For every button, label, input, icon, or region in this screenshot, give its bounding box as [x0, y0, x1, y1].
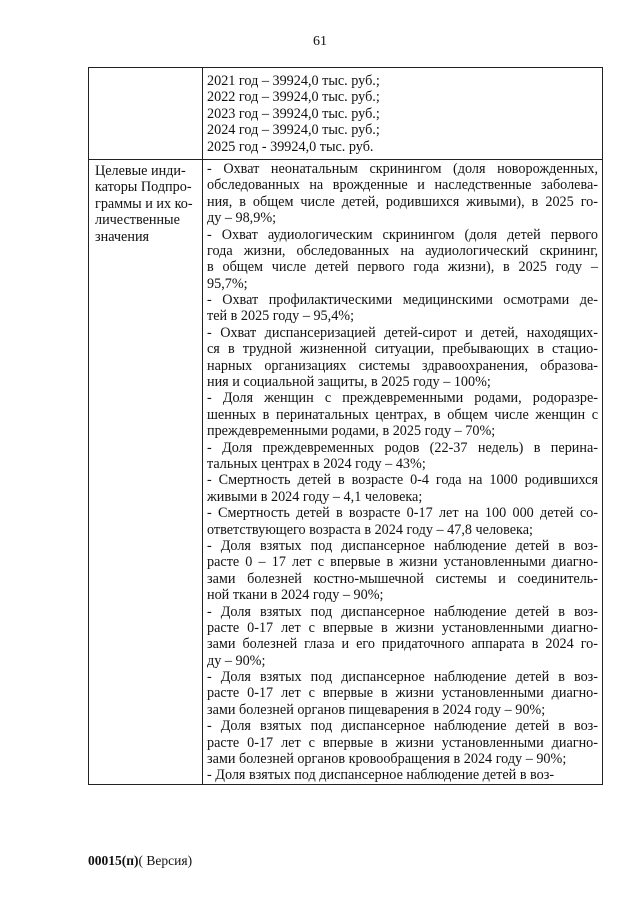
funding-row [89, 68, 603, 160]
indicator-lines [207, 160, 598, 784]
indicators-label [95, 163, 198, 245]
indicator-line: обследованных на врожденные и наследственные заболева- [207, 177, 598, 194]
indicator-line: - Доля женщин с преждевременными родами, родоразре- [207, 390, 598, 407]
indicator-line: зами болезней органов кровообращения в 2024 году – 90%; [207, 751, 567, 768]
indicator-line: расте 0 – 17 лет с впервые в жизни установленными диагно- [207, 554, 598, 571]
indicator-line: - Охват диспансеризацией детей-сирот и детей, находящих- [207, 324, 598, 341]
indicator-line: зами болезней органов пищеварения в 2024 году – 90%; [207, 701, 546, 718]
indicator-line: шенных в перинатальных центрах, в общем числе женщин с [207, 406, 598, 423]
indicator-line: - Доля взятых под диспансерное наблюдение детей в воз- [207, 718, 598, 735]
page-number: 61 [313, 34, 327, 49]
footer [88, 853, 192, 869]
indicator-line: тей в 2025 году – 95,4%; [207, 308, 355, 325]
indicator-line: зами болезней костно-мышечной системы и соединитель- [207, 570, 598, 587]
budget-lines [207, 68, 598, 159]
label-line: граммы и их ко- [95, 195, 193, 212]
indicator-line: ся в трудной жизненной ситуации, пребывающих в стацио- [207, 341, 598, 358]
indicator-line: нарных организациях системы здравоохранения, образова- [207, 357, 598, 374]
indicator-line: преждевременными родами, в 2025 году – 70%; [207, 423, 496, 440]
label-line: каторы Подпро- [95, 179, 192, 196]
indicators-content-cell [203, 159, 603, 784]
funding-label-cell [89, 68, 203, 160]
label-line: значения [95, 228, 150, 245]
budget-line: 2022 год – 39924,0 тыс. руб.; [207, 89, 380, 106]
indicator-line: в общем числе детей первого года жизни), в 2025 году – [207, 259, 598, 276]
indicator-line: ния и социальной защиты, в 2025 году – 100%; [207, 374, 491, 391]
label-line: личественные [95, 212, 180, 229]
indicators-row [89, 159, 603, 784]
indicator-line: - Доля взятых под диспансерное наблюдение детей в воз- [207, 537, 598, 554]
indicators-label-cell [89, 159, 203, 784]
indicator-line: - Доля взятых под диспансерное наблюдение детей в воз- [207, 603, 598, 620]
indicator-line: ответствующего возраста в 2024 году – 47,8 человека; [207, 521, 533, 538]
indicator-line: - Охват неонатальным скринингом (доля новорожденных, [207, 160, 598, 177]
indicator-line: расте 0-17 лет с впервые в жизни установленными диагно- [207, 685, 598, 702]
indicator-line: - Доля преждевременных родов (22-37 недель) в перина- [207, 439, 598, 456]
indicator-line: тальных центрах в 2024 году – 43%; [207, 455, 426, 472]
funding-content-cell [203, 68, 603, 160]
label-line: Целевые инди- [95, 162, 186, 179]
indicator-line: года жизни, обследованных на аудиологический скрининг, [207, 242, 598, 259]
indicator-line: живыми в 2024 году – 4,1 человека; [207, 488, 423, 505]
indicator-line: зами болезней глаза и его придаточного аппарата в 2024 го- [207, 636, 598, 653]
indicator-line: ния, в общем числе детей, родившихся живыми), в 2025 го- [207, 193, 598, 210]
indicator-line: расте 0-17 лет с впервые в жизни установленными диагно- [207, 734, 598, 751]
indicator-line: - Доля взятых под диспансерное наблюдение детей в воз- [207, 767, 555, 784]
document-version: ( Версия) [138, 853, 193, 868]
indicator-line: 95,7%; [207, 275, 248, 292]
indicator-line: расте 0-17 лет с впервые в жизни установленными диагно- [207, 619, 598, 636]
indicator-line: - Смертность детей в возрасте 0-17 лет на 100 000 детей со- [207, 505, 598, 522]
indicator-line: ду – 98,9%; [207, 210, 277, 227]
indicator-line: - Смертность детей в возрасте 0-4 года на 1000 родившихся [207, 472, 598, 489]
indicator-line: ду – 90%; [207, 652, 266, 669]
indicator-line: - Охват профилактическими медицинскими осмотрами де- [207, 292, 598, 309]
program-passport-table [88, 67, 603, 785]
budget-line: 2024 год – 39924,0 тыс. руб.; [207, 122, 380, 139]
budget-line: 2023 год – 39924,0 тыс. руб.; [207, 105, 380, 122]
indicator-line: - Охват аудиологическим скринингом (доля детей первого [207, 226, 598, 243]
budget-line: 2021 год – 39924,0 тыс. руб.; [207, 73, 380, 89]
budget-line: 2025 год - 39924,0 тыс. руб. [207, 138, 374, 155]
indicator-line: ной ткани в 2024 году – 90%; [207, 587, 384, 604]
indicator-line: - Доля взятых под диспансерное наблюдение детей в воз- [207, 669, 598, 686]
document-code: 00015(п) [88, 853, 139, 868]
